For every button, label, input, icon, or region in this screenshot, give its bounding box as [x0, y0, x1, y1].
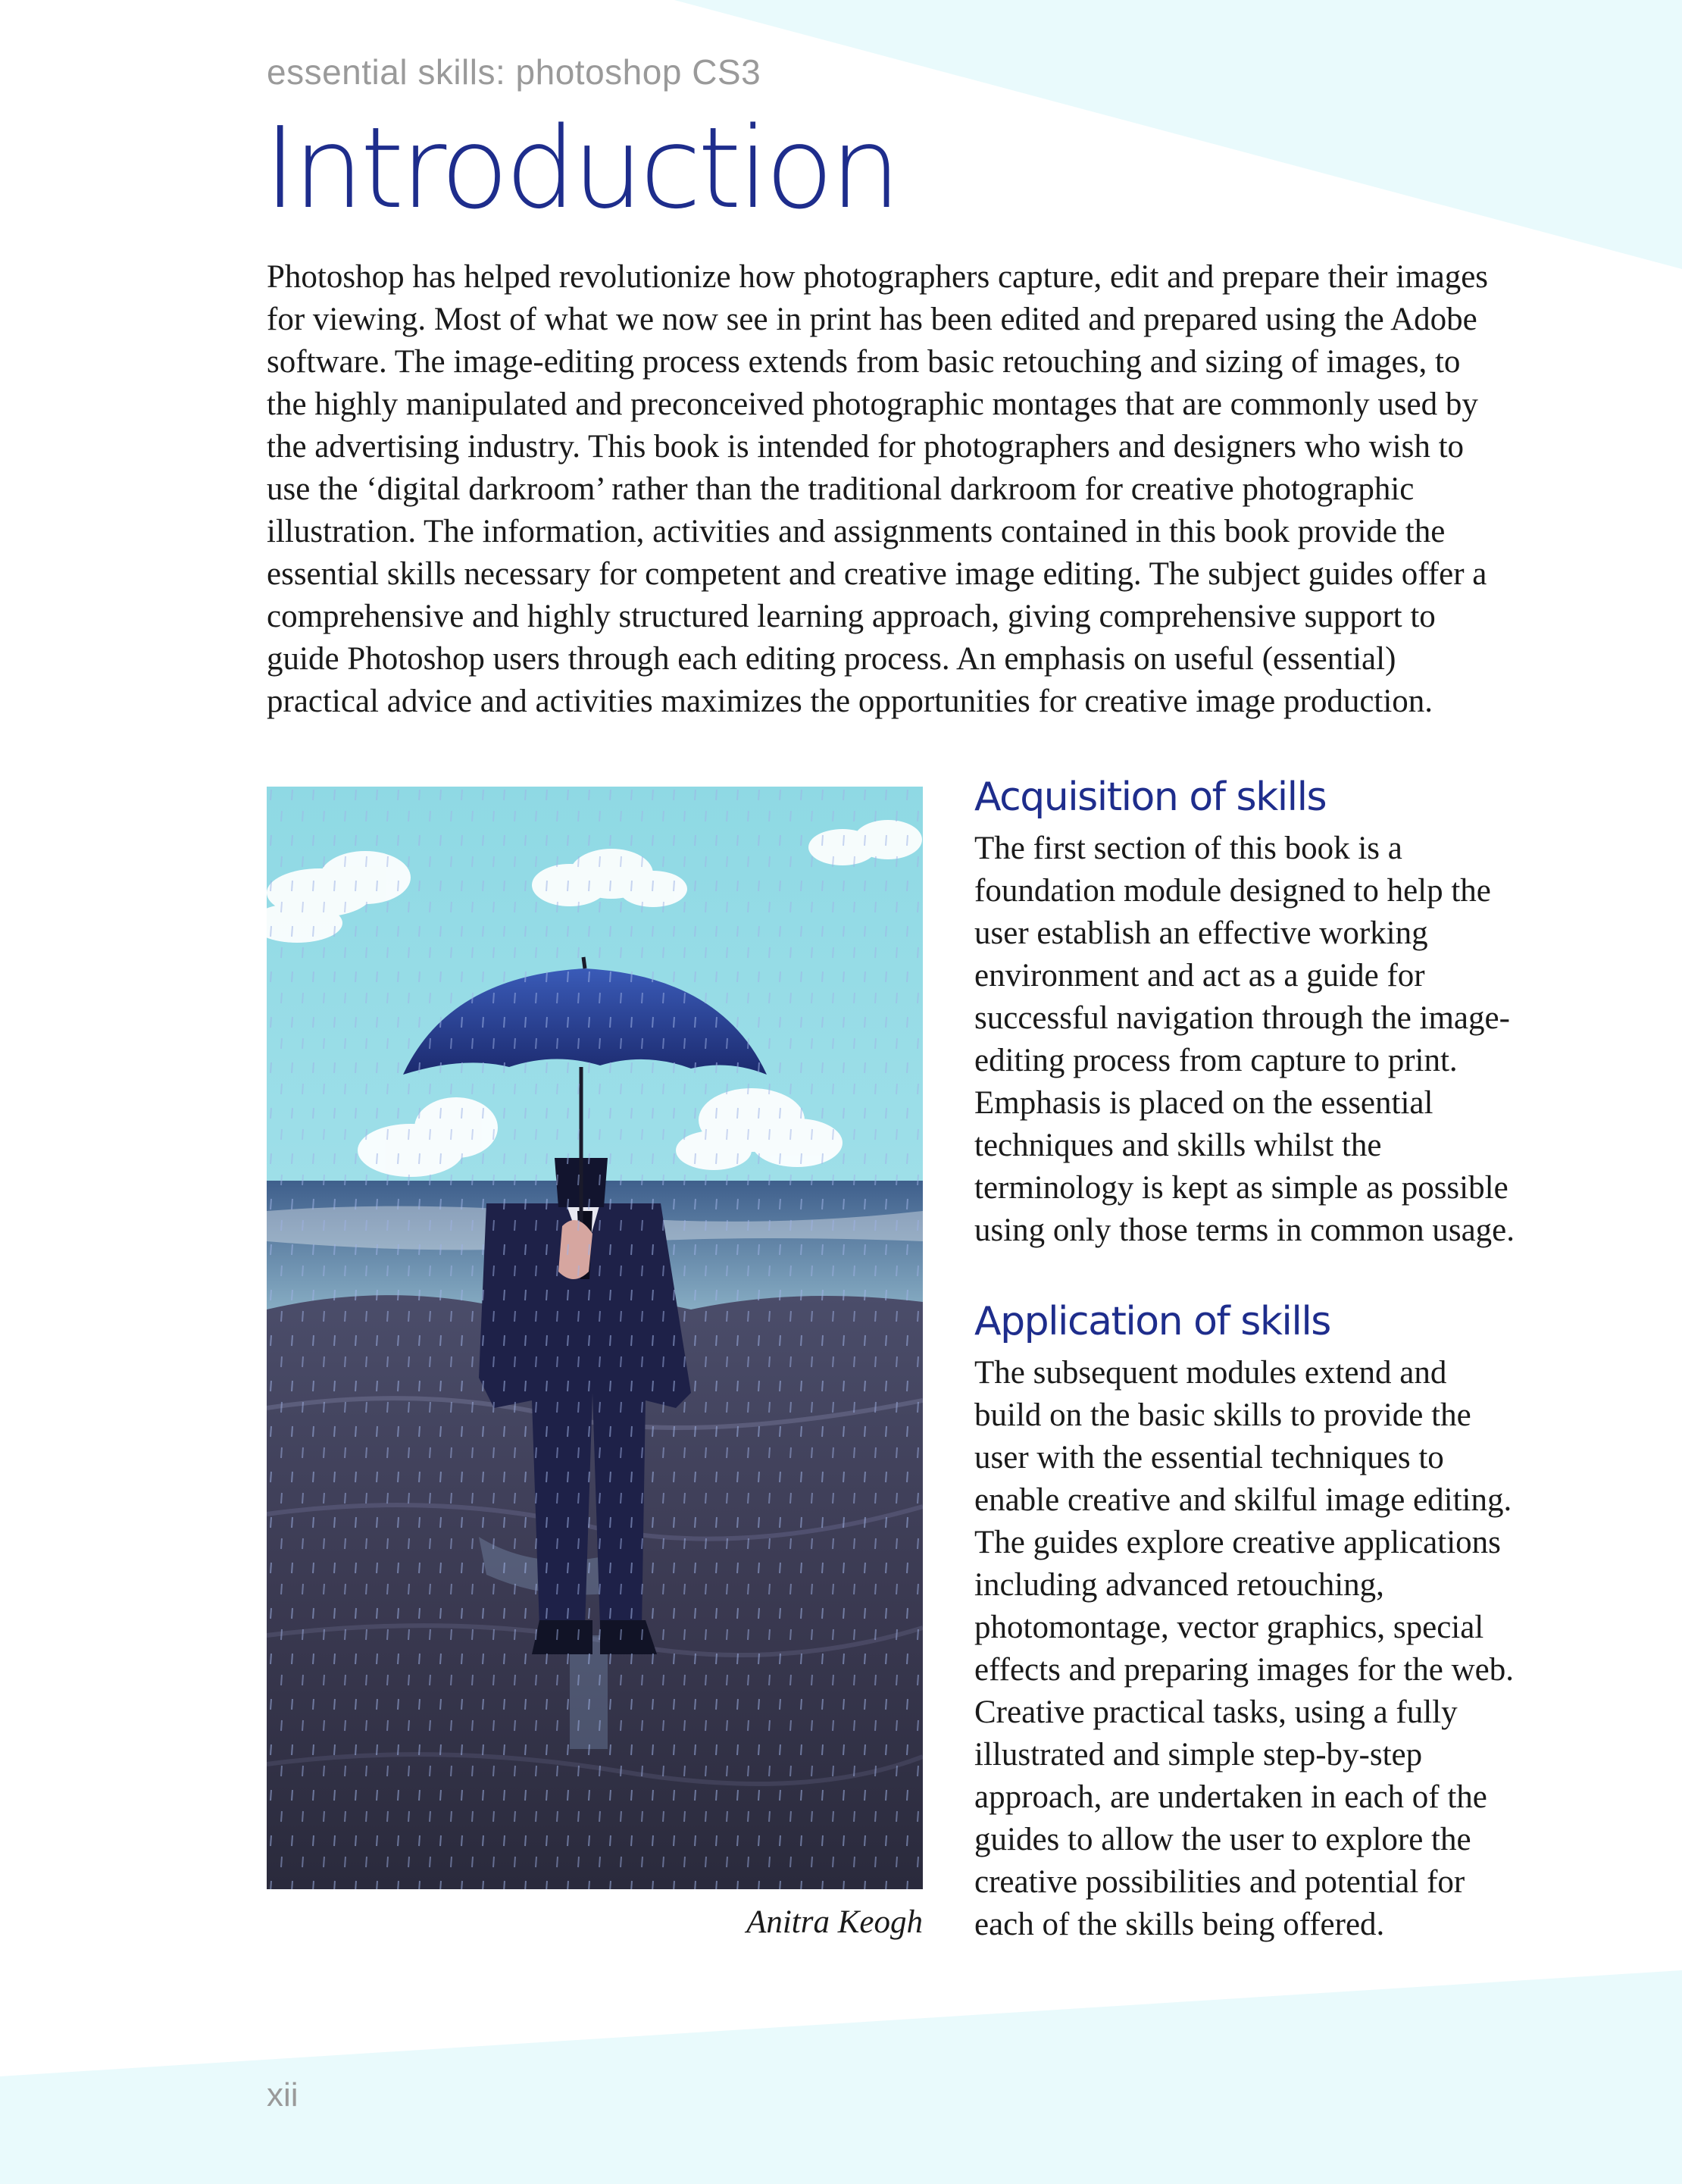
section-acquisition-of-skills	[974, 773, 1520, 1252]
section-heading: Acquisition of skills	[974, 774, 1327, 820]
photo-caption: Anitra Keogh	[746, 1904, 923, 1940]
running-head: essential skills: photoshop CS3	[267, 52, 761, 92]
section-body: The first section of this book is a foundation module designed to help the user establish an effective working environment and act as a guide for successful navigation through the image-editing process from capture to print. Emphasis is placed on the essential techniques and skills whilst the terminology is kept as simple as possible using only those terms in common usage.	[974, 831, 1515, 1248]
page-number: xii	[267, 2076, 299, 2114]
man-with-umbrella-photo	[267, 787, 923, 1889]
section-heading: Application of skills	[974, 1299, 1330, 1344]
intro-paragraph: Photoshop has helped revolutionize how photographers capture, edit and prepare their images for viewing. Most of what we now see in print has been edited and prepared using the Adobe software. The image-editing process extends from basic retouching and sizing of images, to the highly manipulated and preconceived photographic montages that are commonly used by the advertising industry. This book is intended for photographers and designers who wish to use the ‘digital darkroom’ rather than the traditional darkroom for creative photographic illustration. The information, activities and assignments contained in this book provide the essential skills necessary for competent and creative image editing. The subject guides offer a comprehensive and highly structured learning approach, giving comprehensive support to guide Photoshop users through each editing process. An emphasis on useful (essential) practical advice and activities maximizes the opportunities for creative image production.	[267, 259, 1489, 719]
page-title: Introduction	[264, 103, 898, 233]
section-application-of-skills	[974, 1297, 1520, 1946]
section-body: The subsequent modules extend and build on the basic skills to provide the user with the essential techniques to enable creative and skilful image editing. The guides explore creative applications including advanced retouching, photomontage, vector graphics, special effects and preparing images for the web. Creative practical tasks, using a fully illustrated and simple step-by-step approach, are undertaken in each of the guides to allow the user to explore the creative possibilities and potential for each of the skills being offered.	[974, 1355, 1514, 1942]
